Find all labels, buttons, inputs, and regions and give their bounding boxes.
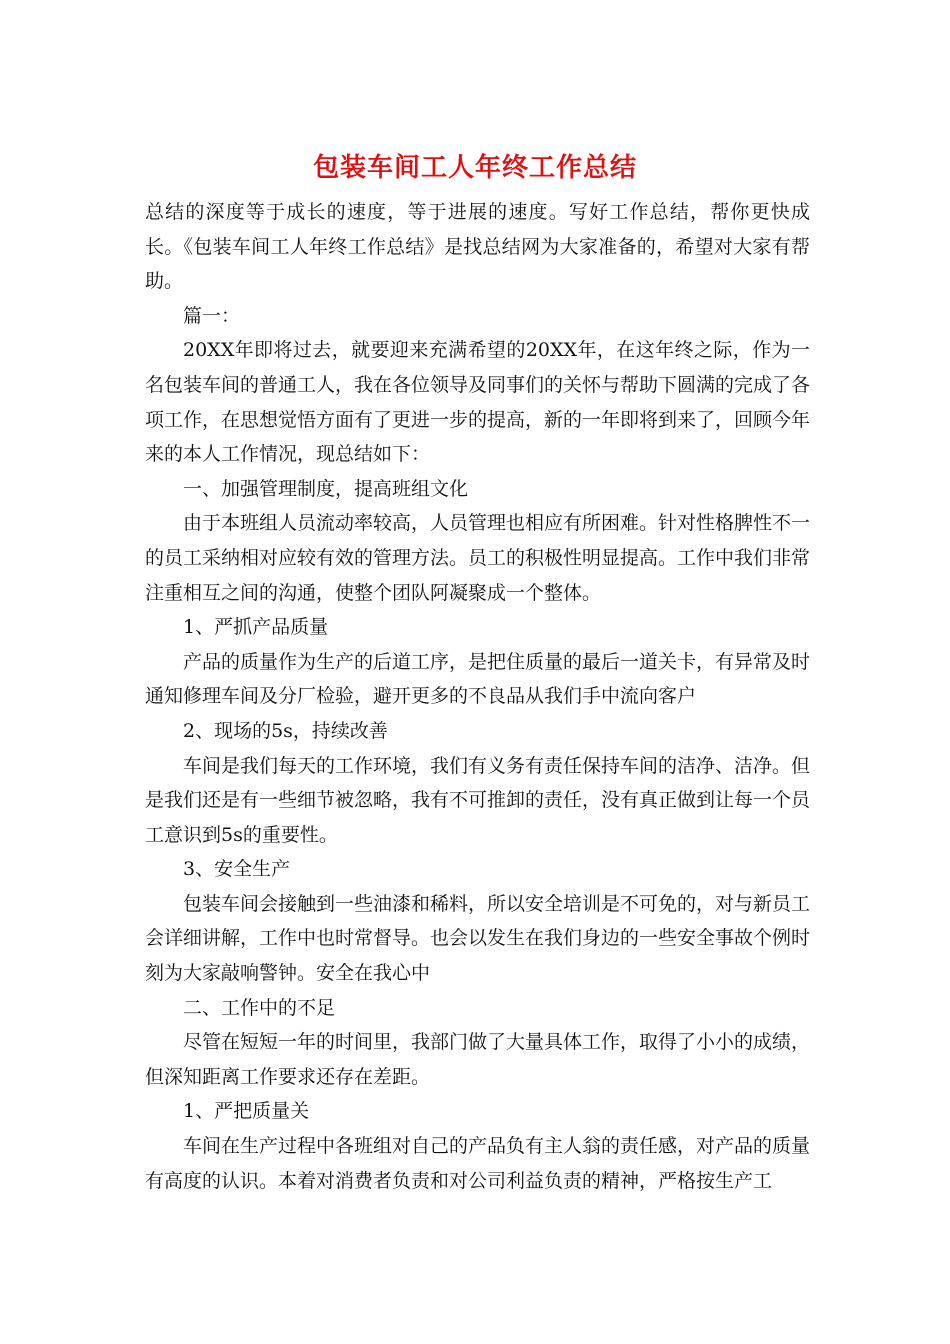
paragraph: 1、严把质量关	[183, 1100, 310, 1123]
paragraph: 1、严抓产品质量	[183, 616, 329, 639]
paragraph: 篇一：	[183, 304, 241, 327]
paragraph: 车间是我们每天的工作环境，我们有义务有责任保持车间的洁净、洁净。但是我们还是有一些细节被忽略，我有不可推卸的责任，没有真正做到让每一个员工意识到5s的重要性。	[145, 754, 811, 846]
paragraph: 2、现场的5s，持续改善	[183, 719, 388, 742]
paragraph: 一、加强管理制度，提高班组文化	[183, 477, 469, 500]
paragraph: 20XX年即将过去，就要迎来充满希望的20XX年，在这年终之际，作为一名包装车间的普通工人，我在各位领导及同事们的关怀与帮助下圆满的完成了各项工作，在思想觉悟方面有了更进一步的提高，新的一年即将到来了，回顾今年来的本人工作情况，现总结如下：	[145, 339, 811, 466]
paragraph: 车间在生产过程中各班组对自己的产品负有主人翁的责任感，对产品的质量有高度的认识。本着对消费者负责和对公司利益负责的精神，严格按生产工	[145, 1135, 811, 1192]
paragraph: 尽管在短短一年的时间里，我部门做了大量具体工作，取得了小小的成绩，但深知距离工作要求还存在差距。	[145, 1031, 811, 1088]
paragraph: 产品的质量作为生产的后道工序，是把住质量的最后一道关卡，有异常及时通知修理车间及分厂检验，避开更多的不良品从我们手中流向客户	[145, 650, 811, 708]
paragraph: 包装车间会接触到一些油漆和稀料，所以安全培训是不可免的，对与新员工会详细讲解，工作中也时常督导。也会以发生在我们身边的一些安全事故个例时刻为大家敲响警钟。安全在我心中	[145, 892, 811, 985]
paragraph: 3、安全生产	[183, 858, 291, 881]
document-body	[145, 195, 810, 1198]
paragraph: 二、工作中的不足	[183, 996, 336, 1019]
document-title: 包装车间工人年终工作总结	[312, 153, 637, 183]
paragraph: 总结的深度等于成长的速度，等于进展的速度。写好工作总结，帮你更快成长。《包装车间工人年终工作总结》是找总结网为大家准备的，希望对大家有帮助。	[145, 201, 810, 293]
paragraph: 由于本班组人员流动率较高，人员管理也相应有所困难。针对性格脾性不一的员工采纳相对应较有效的管理方法。员工的积极性明显提高。工作中我们非常注重相互之间的沟通，使整个团队阿凝聚成一个整体。	[145, 512, 811, 604]
